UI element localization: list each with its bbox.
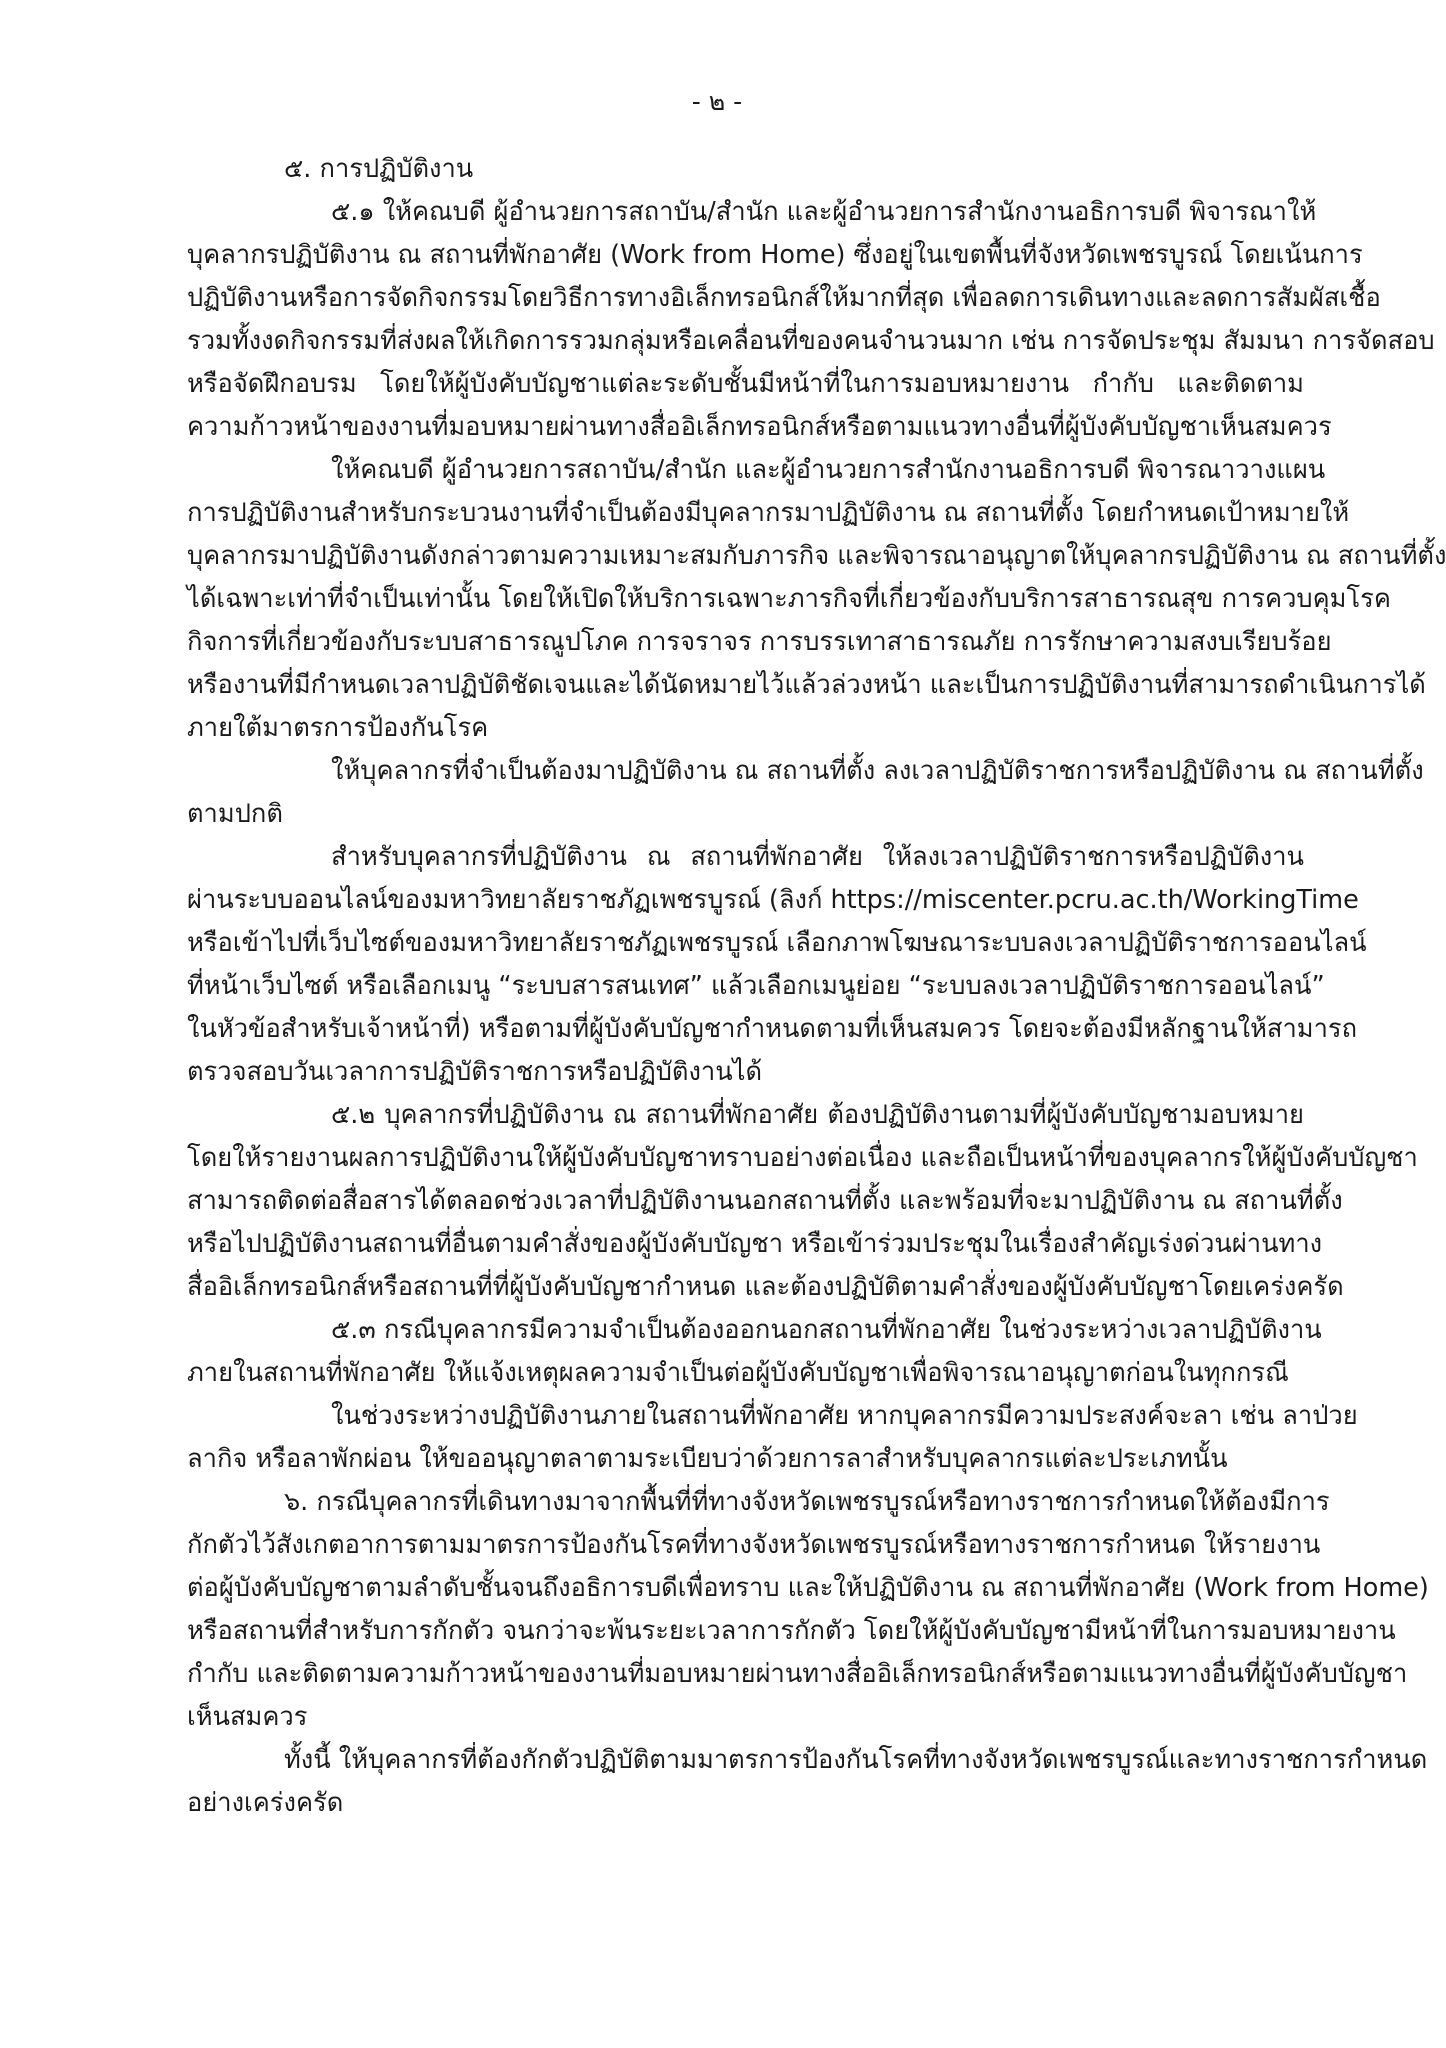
paragraph-line: อย่างเคร่งครัด: [187, 1788, 344, 1818]
paragraph-line: กำกับ และติดตามความก้าวหน้าของงานที่มอบหมายผ่านทางสื่ออิเล็กทรอนิกส์หรือตามแนวทางอื่นที่ผู้บังคับบัญชา: [187, 1659, 1408, 1689]
paragraph-line: โดยให้รายงานผลการปฏิบัติงานให้ผู้บังคับบัญชาทราบอย่างต่อเนื่อง และถือเป็นหน้าที่ของบุคลากรให้ผู้บังคับบัญชา: [187, 1143, 1418, 1173]
paragraph-line: รวมทั้งงดกิจกรรมที่ส่งผลให้เกิดการรวมกลุ่มหรือเคลื่อนที่ของคนจำนวนมาก เช่น การจัดประชุม สัมมนา การจัดสอบ: [187, 326, 1435, 356]
paragraph-line: หรือไปปฏิบัติงานสถานที่อื่นตามคำสั่งของผู้บังคับบัญชา หรือเข้าร่วมประชุมในเรื่องสำคัญเร่งด่วนผ่านทาง: [187, 1229, 1323, 1259]
section-5-heading: ๕. การปฏิบัติงาน: [284, 154, 474, 184]
paragraph-line: ความก้าวหน้าของงานที่มอบหมายผ่านทางสื่ออิเล็กทรอนิกส์หรือตามแนวทางอื่นที่ผู้บังคับบัญชาเห็นสมควร: [187, 412, 1332, 442]
paragraph-line: ตรวจสอบวันเวลาการปฏิบัติราชการหรือปฏิบัติงานได้: [187, 1057, 763, 1087]
paragraph-line: ภายใต้มาตรการป้องกันโรค: [187, 713, 489, 743]
paragraph-line: สื่ออิเล็กทรอนิกส์หรือสถานที่ที่ผู้บังคับบัญชากำหนด และต้องปฏิบัติตามคำสั่งของผู้บังคับบัญชาโดยเคร่งครัด: [187, 1272, 1344, 1302]
paragraph-line: สามารถติดต่อสื่อสารได้ตลอดช่วงเวลาที่ปฏิบัติงานนอกสถานที่ตั้ง และพร้อมที่จะมาปฏิบัติงาน ณ สถานที่ตั้ง: [187, 1186, 1343, 1216]
paragraph-line: ปฏิบัติงานหรือการจัดกิจกรรมโดยวิธีการทางอิเล็กทรอนิกส์ให้มากที่สุด เพื่อลดการเดินทางและลดการสัมผัสเชื้อ: [187, 283, 1381, 313]
paragraph-line: ที่หน้าเว็บไซต์ หรือเลือกเมนู “ระบบสารสนเทศ” แล้วเลือกเมนูย่อย “ระบบลงเวลาปฏิบัติราชการออนไลน์”: [187, 971, 1325, 1001]
paragraph-line: เห็นสมควร: [187, 1702, 308, 1732]
paragraph-line: ในหัวข้อสำหรับเจ้าหน้าที่) หรือตามที่ผู้บังคับบัญชากำหนดตามที่เห็นสมควร โดยจะต้องมีหลักฐานให้สามารถ: [187, 1014, 1358, 1044]
paragraph-line: สำหรับบุคลากรที่ปฏิบัติงาน ณ สถานที่พักอาศัย ให้ลงเวลาปฏิบัติราชการหรือปฏิบัติงาน: [331, 842, 1304, 872]
paragraph-line: ให้คณบดี ผู้อำนวยการสถาบัน/สำนัก และผู้อำนวยการสำนักงานอธิการบดี พิจารณาวางแผน: [331, 455, 1326, 485]
paragraph-line: หรืองานที่มีกำหนดเวลาปฏิบัติชัดเจนและได้นัดหมายไว้แล้วล่วงหน้า และเป็นการปฏิบัติงานที่สามารถดำเนินการได้: [187, 670, 1426, 700]
section-6-line: ๖. กรณีบุคลากรที่เดินทางมาจากพื้นที่ที่ทางจังหวัดเพชรบูรณ์หรือทางราชการกำหนดให้ต้องมีการ: [284, 1487, 1330, 1517]
paragraph-line: บุคลากรมาปฏิบัติงานดังกล่าวตามความเหมาะสมกับภารกิจ และพิจารณาอนุญาตให้บุคลากรปฏิบัติงาน ณ สถานที่ตั้ง: [187, 541, 1446, 571]
paragraph-line: ตามปกติ: [187, 799, 283, 829]
paragraph-line: ลากิจ หรือลาพักผ่อน ให้ขออนุญาตลาตามระเบียบว่าด้วยการลาสำหรับบุคลากรแต่ละประเภทนั้น: [187, 1444, 1228, 1474]
paragraph-line: หรือสถานที่สำหรับการกักตัว จนกว่าจะพ้นระยะเวลาการกักตัว โดยให้ผู้บังคับบัญชามีหน้าที่ในการมอบหมายงาน: [187, 1616, 1396, 1646]
paragraph-line: กิจการที่เกี่ยวข้องกับระบบสาธารณูปโภค การจราจร การบรรเทาสาธารณภัย การรักษาความสงบเรียบร้อย: [187, 627, 1332, 657]
paragraph-line: กักตัวไว้สังเกตอาการตามมาตรการป้องกันโรคที่ทางจังหวัดเพชรบูรณ์หรือทางราชการกำหนด ให้รายงาน: [187, 1530, 1321, 1560]
paragraph-line: ต่อผู้บังคับบัญชาตามลำดับชั้นจนถึงอธิการบดีเพื่อทราบ และให้ปฏิบัติงาน ณ สถานที่พักอาศัย (Work from Home): [187, 1573, 1429, 1603]
paragraph-line: บุคลากรปฏิบัติงาน ณ สถานที่พักอาศัย (Work from Home) ซึ่งอยู่ในเขตพื้นที่จังหวัดเพชรบูรณ์ โดยเน้นการ: [187, 240, 1363, 270]
paragraph-line: หรือจัดฝึกอบรม โดยให้ผู้บังคับบัญชาแต่ละระดับชั้นมีหน้าที่ในการมอบหมายงาน กำกับ และติดตาม: [187, 369, 1304, 399]
paragraph-line: หรือเข้าไปที่เว็บไซต์ของมหาวิทยาลัยราชภัฏเพชรบูรณ์ เลือกภาพโฆษณาระบบลงเวลาปฏิบัติราชการออนไลน์: [187, 928, 1367, 958]
page-number: - ๒ -: [691, 87, 743, 116]
paragraph-line: การปฏิบัติงานสำหรับกระบวนงานที่จำเป็นต้องมีบุคลากรมาปฏิบัติงาน ณ สถานที่ตั้ง โดยกำหนดเป้าหมายให้: [187, 498, 1350, 528]
paragraph-line: ได้เฉพาะเท่าที่จำเป็นเท่านั้น โดยให้เปิดให้บริการเฉพาะภารกิจที่เกี่ยวข้องกับบริการสาธารณสุข การควบคุมโรค: [187, 584, 1391, 614]
paragraph-line: ๕.๑ ให้คณบดี ผู้อำนวยการสถาบัน/สำนัก และผู้อำนวยการสำนักงานอธิการบดี พิจารณาให้: [331, 197, 1317, 227]
paragraph-line: ทั้งนี้ ให้บุคลากรที่ต้องกักตัวปฏิบัติตามมาตรการป้องกันโรคที่ทางจังหวัดเพชรบูรณ์และทางราชการกำหนด: [284, 1745, 1428, 1775]
paragraph-line: ในช่วงระหว่างปฏิบัติงานภายในสถานที่พักอาศัย หากบุคลากรมีความประสงค์จะลา เช่น ลาป่วย: [331, 1401, 1358, 1431]
paragraph-line: ภายในสถานที่พักอาศัย ให้แจ้งเหตุผลความจำเป็นต่อผู้บังคับบัญชาเพื่อพิจารณาอนุญาตก่อนในทุกกรณี: [187, 1358, 1289, 1388]
paragraph-line: ผ่านระบบออนไลน์ของมหาวิทยาลัยราชภัฏเพชรบูรณ์ (ลิงก์ https://miscenter.pcru.ac.th/WorkingTime: [187, 885, 1359, 915]
paragraph-line: ๕.๒ บุคลากรที่ปฏิบัติงาน ณ สถานที่พักอาศัย ต้องปฏิบัติงานตามที่ผู้บังคับบัญชามอบหมาย: [331, 1100, 1304, 1130]
paragraph-line: ให้บุคลากรที่จำเป็นต้องมาปฏิบัติงาน ณ สถานที่ตั้ง ลงเวลาปฏิบัติราชการหรือปฏิบัติงาน ณ สถานที่ตั้ง: [331, 756, 1424, 786]
paragraph-line: ๕.๓ กรณีบุคลากรมีความจำเป็นต้องออกนอกสถานที่พักอาศัย ในช่วงระหว่างเวลาปฏิบัติงาน: [331, 1315, 1322, 1345]
